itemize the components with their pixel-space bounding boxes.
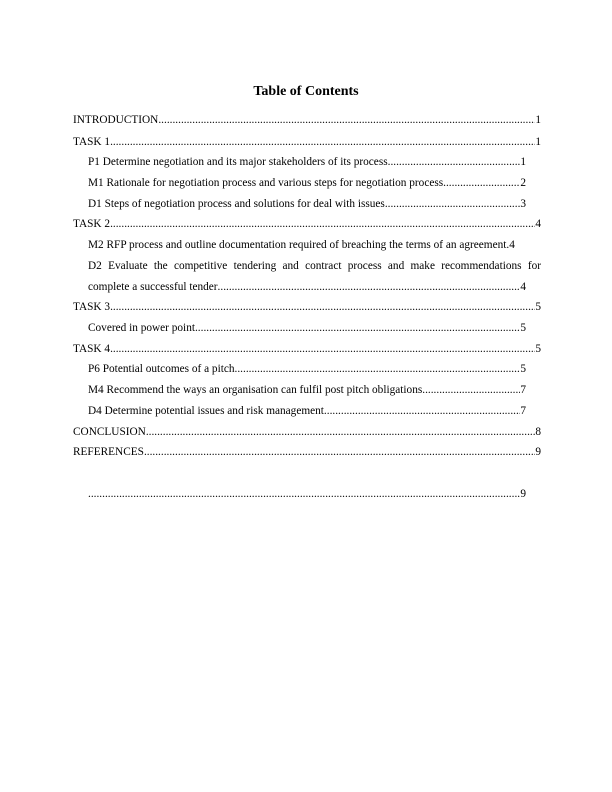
toc-entry-m2[interactable] bbox=[88, 239, 541, 252]
toc-entry-task3[interactable] bbox=[73, 301, 541, 314]
toc-entry-label: D1 Steps of negotiation process and solutions for deal with issues bbox=[88, 198, 385, 210]
toc-entry-page: 8 bbox=[535, 426, 541, 438]
toc-entry-label: Covered in power point bbox=[88, 322, 195, 334]
dot-leader bbox=[110, 136, 535, 149]
dot-leader bbox=[195, 322, 520, 335]
toc-entry-d4[interactable] bbox=[88, 405, 526, 418]
dot-leader bbox=[158, 114, 535, 127]
dot-leader bbox=[144, 446, 535, 459]
dot-leader bbox=[422, 384, 520, 397]
toc-entry-page: 5 bbox=[520, 322, 526, 334]
toc-entry-page: 9 bbox=[535, 446, 541, 458]
toc-entry-d1[interactable] bbox=[88, 198, 526, 211]
toc-entry-page: 7 bbox=[520, 405, 526, 417]
dot-leader bbox=[110, 218, 535, 231]
toc-entry-label: M4 Recommend the ways an organisation can fulfil post pitch obligations bbox=[88, 384, 423, 396]
toc-entry-d2-line1[interactable]: D2 Evaluate the competitive tendering and contract process and make recommendations for bbox=[88, 260, 541, 272]
toc-entry-label: M1 Rationale for negotiation process and various steps for negotiation process bbox=[88, 177, 444, 189]
toc-entry-p6[interactable] bbox=[88, 363, 526, 376]
toc-entry-conclusion[interactable] bbox=[73, 426, 541, 439]
toc-entry-references[interactable] bbox=[73, 446, 541, 459]
toc-entry-unlabeled[interactable] bbox=[88, 488, 526, 501]
toc-entry-label: TASK 2 bbox=[73, 218, 111, 230]
toc-entry-page: 1 bbox=[535, 136, 541, 148]
toc-entry-label: TASK 4 bbox=[73, 343, 111, 355]
toc-entry-page: 4 bbox=[535, 218, 541, 230]
toc-entry-page: 1 bbox=[520, 156, 526, 168]
toc-entry-page: 1 bbox=[535, 114, 541, 126]
toc-entry-page: 2 bbox=[520, 177, 526, 189]
toc-entry-label: complete a successful tender bbox=[88, 281, 218, 293]
toc-entry-label: CONCLUSION bbox=[73, 426, 146, 438]
toc-entry-label: P1 Determine negotiation and its major stakeholders of its process bbox=[88, 156, 388, 168]
toc-entry-page: 5 bbox=[535, 343, 541, 355]
toc-entry-label: M2 RFP process and outline documentation required of breaching the terms of an agreement. bbox=[88, 239, 510, 251]
toc-entry-task1[interactable] bbox=[73, 136, 541, 149]
toc-entry-covered-in-power-point[interactable] bbox=[88, 322, 526, 335]
toc-entry-label: TASK 3 bbox=[73, 301, 111, 313]
toc-entry-introduction[interactable] bbox=[73, 114, 541, 127]
toc-title: Table of Contents bbox=[253, 84, 359, 99]
toc-entry-m4[interactable] bbox=[88, 384, 526, 397]
dot-leader bbox=[110, 301, 535, 314]
dot-leader bbox=[443, 177, 520, 190]
toc-entry-page: 4 bbox=[520, 281, 526, 293]
toc-entry-p1[interactable] bbox=[88, 156, 526, 169]
toc-entry-label: TASK 1 bbox=[73, 136, 111, 148]
toc-entry-task2[interactable] bbox=[73, 218, 541, 231]
toc-entry-page: 5 bbox=[535, 301, 541, 313]
toc-entry-task4[interactable] bbox=[73, 343, 541, 356]
dot-leader bbox=[218, 281, 521, 294]
toc-entry-page: 3 bbox=[520, 198, 526, 210]
dot-leader bbox=[388, 156, 521, 169]
toc-entry-label: REFERENCES bbox=[73, 446, 144, 458]
dot-leader bbox=[88, 488, 520, 501]
toc-entry-page: 7 bbox=[520, 384, 526, 396]
dot-leader bbox=[385, 198, 521, 211]
toc-entry-d2[interactable] bbox=[88, 281, 526, 294]
toc-entry-m1[interactable] bbox=[88, 177, 526, 190]
dot-leader bbox=[235, 363, 521, 376]
toc-entry-page: 4 bbox=[509, 239, 515, 251]
toc-entry-label: D4 Determine potential issues and risk management bbox=[88, 405, 324, 417]
toc-entry-label: P6 Potential outcomes of a pitch bbox=[88, 363, 235, 375]
toc-entry-label: INTRODUCTION bbox=[73, 114, 159, 126]
toc-entry-page: 9 bbox=[520, 488, 526, 500]
toc-entry-page: 5 bbox=[520, 363, 526, 375]
dot-leader bbox=[324, 405, 520, 418]
dot-leader bbox=[110, 343, 535, 356]
dot-leader bbox=[146, 426, 536, 439]
